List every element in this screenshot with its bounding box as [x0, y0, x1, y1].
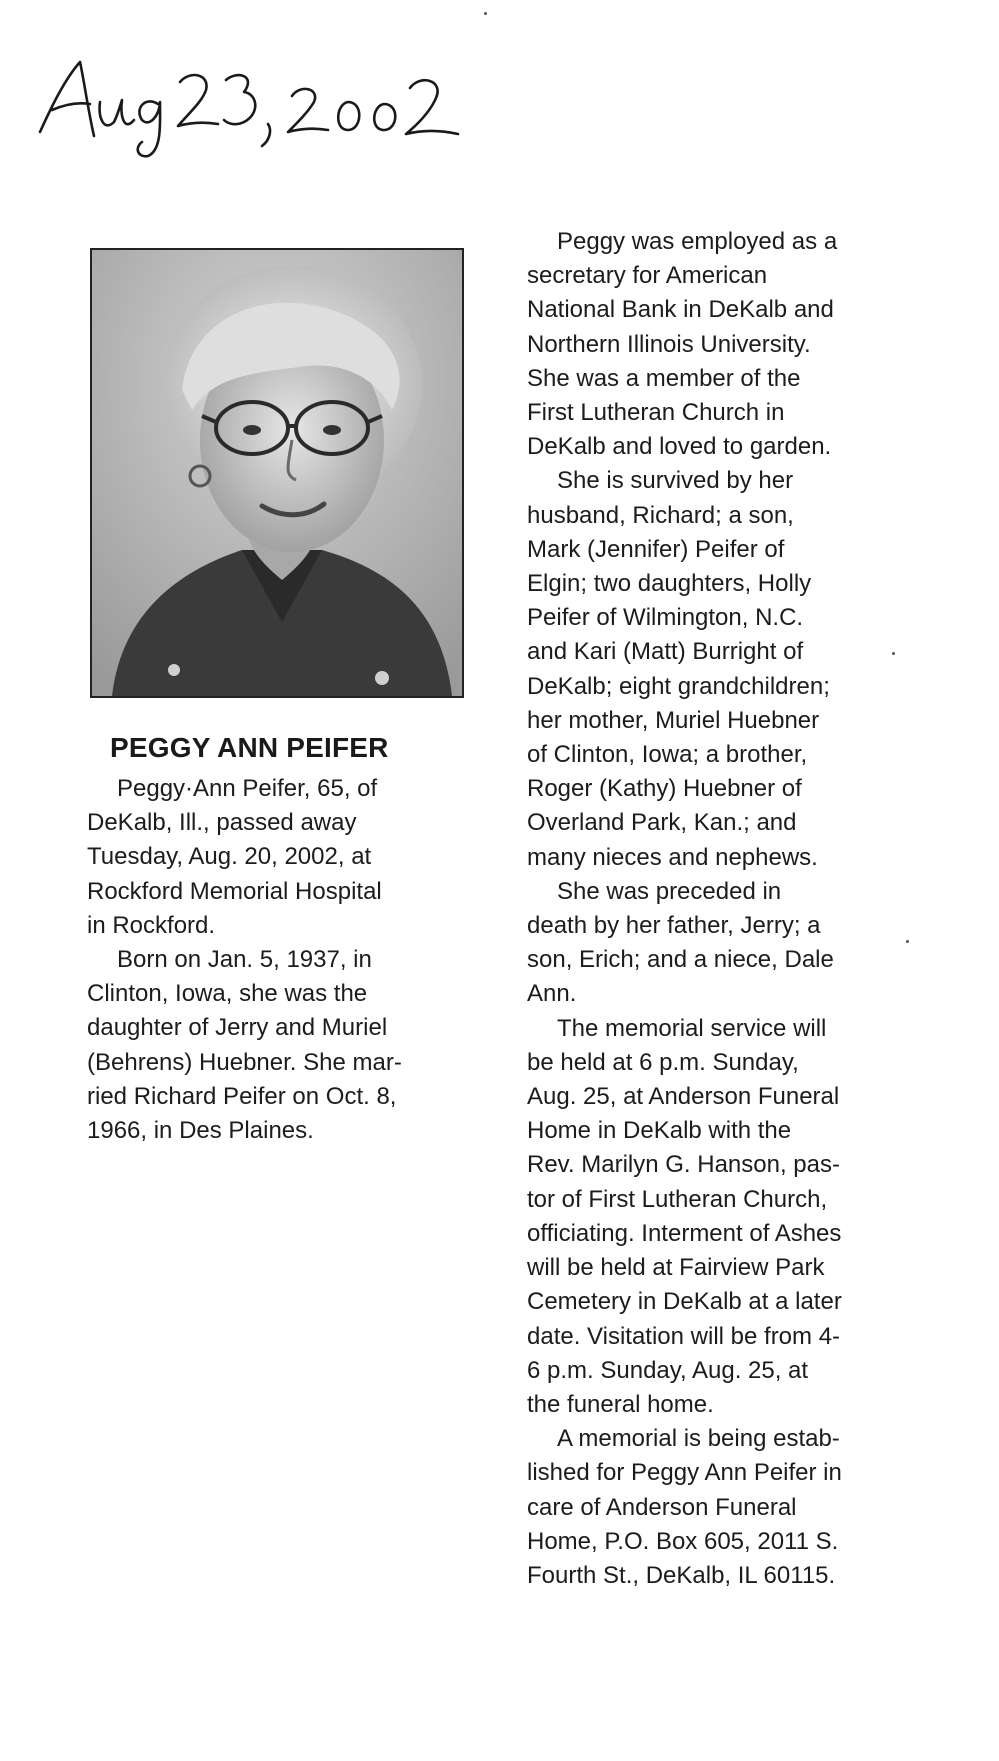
text-line: She is survived by her: [557, 467, 794, 495]
text-line: National Bank in DeKalb and: [527, 296, 834, 324]
text-line: Elgin; two daughters, Holly: [527, 570, 812, 598]
text-line: Rockford Memorial Hospital: [87, 877, 382, 905]
text-line: Peifer of Wilmington, N.C.: [527, 604, 804, 632]
text-line: Home, P.O. Box 605, 2011 S.: [527, 1527, 839, 1555]
text-line: daughter of Jerry and Muriel: [87, 1014, 388, 1042]
scan-speck: [892, 652, 895, 655]
text-line: will be held at Fairview Park: [527, 1254, 825, 1282]
text-line: husband, Richard; a son,: [527, 501, 794, 529]
text-line: death by her father, Jerry; a: [527, 912, 821, 940]
text-line: DeKalb, Ill., passed away: [87, 809, 357, 837]
text-line: Roger (Kathy) Huebner of: [527, 775, 802, 803]
text-line: Ann.: [527, 980, 577, 1008]
text-line: Home in DeKalb with the: [527, 1117, 792, 1145]
text-line: Cemetery in DeKalb at a later: [527, 1288, 842, 1316]
obituary-headline: PEGGY ANN PEIFER: [110, 732, 389, 763]
text-line: care of Anderson Funeral: [527, 1493, 797, 1521]
scan-speck: [484, 12, 487, 15]
portrait-photo: [90, 248, 464, 698]
text-line: She was a member of the: [527, 364, 801, 392]
text-line: ried Richard Peifer on Oct. 8,: [87, 1082, 397, 1110]
text-line: Northern Illinois University.: [527, 330, 811, 358]
text-line: many nieces and nephews.: [527, 843, 818, 871]
text-line: her mother, Muriel Huebner: [527, 706, 820, 734]
text-line: 6 p.m. Sunday, Aug. 25, at: [527, 1356, 809, 1384]
text-line: A memorial is being estab-: [557, 1425, 840, 1453]
paragraph: [527, 1422, 922, 1593]
text-line: 1966, in Des Plaines.: [87, 1117, 314, 1145]
paragraph: [527, 875, 922, 1012]
text-line: of Clinton, Iowa; a brother,: [527, 741, 808, 769]
handwritten-date-text: Aug 23, 2002: [30, 40, 36, 41]
text-line: in Rockford.: [87, 911, 216, 939]
left-column: [87, 772, 477, 1148]
scan-speck: [906, 940, 909, 943]
paragraph: [527, 464, 922, 874]
text-line: secretary for American: [527, 262, 768, 290]
text-line: The memorial service will: [557, 1014, 827, 1042]
text-line: and Kari (Matt) Burright of: [527, 638, 804, 666]
text-line: Peggy·Ann Peifer, 65, of: [117, 775, 378, 802]
text-line: date. Visitation will be from 4-: [527, 1322, 841, 1350]
text-line: son, Erich; and a niece, Dale: [527, 946, 834, 974]
text-line: Mark (Jennifer) Peifer of: [527, 535, 785, 563]
text-line: Fourth St., DeKalb, IL 60115.: [527, 1561, 836, 1589]
text-line: lished for Peggy Ann Peifer in: [527, 1459, 842, 1487]
text-line: (Behrens) Huebner. She mar-: [87, 1048, 402, 1076]
paragraph: [527, 225, 922, 464]
text-line: DeKalb; eight grandchildren;: [527, 672, 830, 700]
text-line: Aug. 25, at Anderson Funeral: [527, 1083, 840, 1111]
paragraph: [87, 772, 477, 943]
text-line: Rev. Marilyn G. Hanson, pas-: [527, 1151, 840, 1179]
text-line: Clinton, Iowa, she was the: [87, 980, 368, 1008]
text-line: First Lutheran Church in: [527, 399, 785, 427]
right-column: [527, 225, 922, 1593]
paragraph: [527, 1012, 922, 1422]
text-line: be held at 6 p.m. Sunday,: [527, 1048, 799, 1076]
text-line: officiating. Interment of Ashes: [527, 1219, 842, 1247]
text-line: Tuesday, Aug. 20, 2002, at: [87, 843, 372, 871]
text-line: DeKalb and loved to garden.: [527, 433, 832, 461]
text-line: She was preceded in: [557, 877, 782, 905]
text-line: tor of First Lutheran Church,: [527, 1185, 828, 1213]
handwritten-date: [30, 40, 470, 160]
text-line: the funeral home.: [527, 1390, 714, 1418]
text-line: Peggy was employed as a: [557, 228, 838, 255]
text-line: Overland Park, Kan.; and: [527, 809, 797, 837]
paragraph: [87, 943, 477, 1148]
text-line: Born on Jan. 5, 1937, in: [117, 946, 372, 974]
